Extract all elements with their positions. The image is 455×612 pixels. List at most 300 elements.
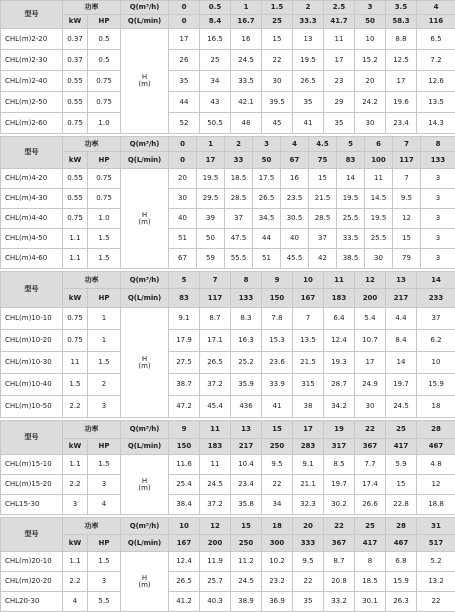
kw-cell: 0.55 <box>63 92 88 113</box>
head-value-cell: 25 <box>200 50 231 71</box>
head-value-cell: 13 <box>293 29 324 50</box>
flow-lmin-value: 0 <box>169 152 197 169</box>
hp-cell: 1.5 <box>88 229 121 249</box>
head-value-cell: 25.5 <box>337 209 365 229</box>
head-value-cell: 30 <box>355 396 386 418</box>
head-value-cell: 7 <box>393 169 421 189</box>
table-row <box>1 396 455 418</box>
head-value-cell: 18.8 <box>417 495 455 515</box>
flow-lmin-value: 150 <box>169 439 200 455</box>
flow-m3h-value: 9 <box>262 272 293 289</box>
hp-cell: 5.5 <box>88 592 121 612</box>
head-value-cell: 37 <box>309 229 337 249</box>
flow-lmin-value: 250 <box>262 439 293 455</box>
kw-cell: 1.5 <box>63 374 88 396</box>
head-value-cell: 19.5 <box>293 50 324 71</box>
hp-header: HP <box>88 152 121 169</box>
model-cell: CHL(m)2-30 <box>1 50 63 71</box>
hp-cell: 1.5 <box>88 352 121 374</box>
flow-lmin-value: 417 <box>386 439 417 455</box>
head-value-cell: 22 <box>262 50 293 71</box>
flow-lmin-value: 0 <box>169 15 200 29</box>
head-value-cell: 24.9 <box>355 374 386 396</box>
flow-m3h-value: 11 <box>200 421 231 439</box>
head-value-cell: 9.5 <box>393 189 421 209</box>
head-value-cell: 8.5 <box>324 455 355 475</box>
performance-table <box>0 517 455 612</box>
head-value-cell: 41.2 <box>169 592 200 612</box>
head-value-cell: 39.5 <box>262 92 293 113</box>
head-label: H <box>121 74 168 81</box>
head-value-cell: 41 <box>262 396 293 418</box>
head-value-cell: 44 <box>253 229 281 249</box>
flow-lmin-value: 133 <box>421 152 455 169</box>
model-cell: CHL(m)2-20 <box>1 29 63 50</box>
head-value-cell: 52 <box>169 113 200 134</box>
kw-cell: 0.37 <box>63 29 88 50</box>
kw-cell: 1.1 <box>63 249 88 269</box>
table-row <box>1 50 455 71</box>
flow-m3h-value: 0 <box>169 1 200 15</box>
hp-cell: 3 <box>88 572 121 592</box>
head-value-cell: 17 <box>355 352 386 374</box>
head-value-cell: 16.5 <box>200 29 231 50</box>
head-value-cell: 37.2 <box>200 495 231 515</box>
head-value-cell: 14.3 <box>417 113 455 134</box>
flow-m3h-value: 12 <box>355 272 386 289</box>
flow-lmin-value: 200 <box>200 535 231 552</box>
head-value-cell: 35 <box>293 92 324 113</box>
flow-lmin-value: 50 <box>355 15 386 29</box>
head-value-cell: 38.5 <box>337 249 365 269</box>
head-value-cell: 34 <box>262 495 293 515</box>
model-cell: CHL(m)4-30 <box>1 189 63 209</box>
head-value-cell: 19.5 <box>365 209 393 229</box>
head-value-cell: 18.5 <box>225 169 253 189</box>
table-row <box>1 308 455 330</box>
flow-m3h-value: 22 <box>355 421 386 439</box>
kw-header: kW <box>63 152 88 169</box>
flow-lmin-value: 17 <box>197 152 225 169</box>
flow-m3h-value: 0 <box>169 137 197 152</box>
kw-cell: 4 <box>63 592 88 612</box>
flow-lmin-value: 75 <box>309 152 337 169</box>
head-value-cell: 27.5 <box>169 352 200 374</box>
flow-lmin-value: 83 <box>169 289 200 308</box>
hp-cell: 1.5 <box>88 552 121 572</box>
head-value-cell: 8.7 <box>200 308 231 330</box>
model-cell: CHL(m)2-60 <box>1 113 63 134</box>
model-cell: CHL(m)4-50 <box>1 229 63 249</box>
head-value-cell: 9.1 <box>169 308 200 330</box>
flow-m3h-value: 2 <box>293 1 324 15</box>
head-value-cell: 25.2 <box>231 352 262 374</box>
kw-cell: 0.55 <box>63 71 88 92</box>
flow-m3h-value: 19 <box>324 421 355 439</box>
head-value-cell: 45.5 <box>281 249 309 269</box>
head-value-cell: 7.8 <box>262 308 293 330</box>
flow-m3h-value: 8 <box>421 137 455 152</box>
hp-cell: 0.75 <box>88 169 121 189</box>
head-value-cell: 34.2 <box>324 396 355 418</box>
head-value-cell: 30 <box>169 189 197 209</box>
flow-m3h-value: 4 <box>417 1 455 15</box>
flow-lmin-value: 283 <box>293 439 324 455</box>
model-cell: CHL(m)4-20 <box>1 169 63 189</box>
head-value-cell: 30 <box>365 249 393 269</box>
power-header: 功率 <box>63 137 121 152</box>
head-value-cell: 28.7 <box>324 374 355 396</box>
kw-cell: 3 <box>63 495 88 515</box>
flow-lmin-value: 50 <box>253 152 281 169</box>
head-value-cell: 23.6 <box>262 352 293 374</box>
kw-cell: 2.2 <box>63 572 88 592</box>
head-value-cell: 11.9 <box>200 552 231 572</box>
head-value-cell: 48 <box>231 113 262 134</box>
head-value-cell: 8 <box>355 552 386 572</box>
head-value-cell: 23.2 <box>262 572 293 592</box>
head-value-cell: 315 <box>293 374 324 396</box>
head-value-cell: 24.5 <box>200 475 231 495</box>
kw-cell: 0.37 <box>63 50 88 71</box>
flow-lmin-value: 167 <box>169 535 200 552</box>
head-value-cell: 12.4 <box>324 330 355 352</box>
head-value-cell: 21.5 <box>309 189 337 209</box>
head-value-cell: 10 <box>355 29 386 50</box>
head-value-cell: 20.8 <box>324 572 355 592</box>
head-value-cell: 17.1 <box>200 330 231 352</box>
model-cell: CHL(m)10-40 <box>1 374 63 396</box>
performance-table <box>0 420 455 515</box>
head-value-cell: 55.5 <box>225 249 253 269</box>
table-row <box>1 552 455 572</box>
head-value-cell: 3 <box>421 229 455 249</box>
head-value-cell: 41 <box>293 113 324 134</box>
flow-m3h-value: 10 <box>169 518 200 535</box>
head-value-cell: 35 <box>324 113 355 134</box>
flow-lmin-value: 417 <box>355 535 386 552</box>
flow-lmin-value: 100 <box>365 152 393 169</box>
head-label: H <box>121 575 168 582</box>
head-value-cell: 50.5 <box>200 113 231 134</box>
head-value-cell: 7 <box>293 308 324 330</box>
head-value-cell: 5.4 <box>355 308 386 330</box>
head-value-cell: 35.9 <box>231 374 262 396</box>
flow-m3h-value: 3 <box>253 137 281 152</box>
head-value-cell: 9.5 <box>262 455 293 475</box>
head-value-cell: 16 <box>231 29 262 50</box>
head-value-cell: 19.5 <box>337 189 365 209</box>
flow-m3h-value: 6 <box>365 137 393 152</box>
kw-cell: 1.1 <box>63 229 88 249</box>
flow-m3h-value: 2 <box>225 137 253 152</box>
table-row <box>1 92 455 113</box>
flow-m3h-value: 28 <box>386 518 417 535</box>
head-value-cell: 8.7 <box>324 552 355 572</box>
head-value-cell: 26.5 <box>200 352 231 374</box>
head-value-cell: 29.5 <box>197 189 225 209</box>
head-value-cell: 18.5 <box>355 572 386 592</box>
flow-lmin-value: 133 <box>231 289 262 308</box>
hp-cell: 1.0 <box>88 113 121 134</box>
flow-m3h-value: 1 <box>197 137 225 152</box>
head-value-cell: 38 <box>293 396 324 418</box>
kw-cell: 0.75 <box>63 330 88 352</box>
head-value-cell: 5.9 <box>386 455 417 475</box>
flow-m3h-value: 4.5 <box>309 137 337 152</box>
flow-lmin-value: 300 <box>262 535 293 552</box>
kw-cell: 0.55 <box>63 169 88 189</box>
flow-m3h-value: 4 <box>281 137 309 152</box>
model-header: 型号 <box>1 518 63 552</box>
head-value-cell: 4.8 <box>417 455 455 475</box>
head-value-cell: 26 <box>169 50 200 71</box>
head-value-cell: 17.9 <box>169 330 200 352</box>
kw-header: kW <box>63 15 88 29</box>
head-value-cell: 9.5 <box>293 552 324 572</box>
head-value-cell: 15.2 <box>355 50 386 71</box>
head-value-cell: 23 <box>324 71 355 92</box>
table-row <box>1 189 455 209</box>
power-header: 功率 <box>63 272 121 289</box>
flow-lmin-value: 33 <box>225 152 253 169</box>
head-unit-label: (m) <box>121 81 168 88</box>
head-unit-cell <box>121 169 169 269</box>
flow-lmin-value: 58.3 <box>386 15 417 29</box>
head-value-cell: 26.5 <box>293 71 324 92</box>
head-value-cell: 35 <box>293 592 324 612</box>
head-value-cell: 51 <box>253 249 281 269</box>
flow-lmin-value: 467 <box>417 439 455 455</box>
kw-header: kW <box>63 535 88 552</box>
flow-lmin-value: 150 <box>262 289 293 308</box>
head-label: H <box>121 212 168 219</box>
power-header: 功率 <box>63 421 121 439</box>
head-unit-label: (m) <box>121 485 168 492</box>
head-value-cell: 24.5 <box>386 396 417 418</box>
kw-header: kW <box>63 439 88 455</box>
head-value-cell: 13.5 <box>293 330 324 352</box>
head-value-cell: 4.4 <box>386 308 417 330</box>
model-cell: CHL(m)15-10 <box>1 455 63 475</box>
hp-cell: 0.5 <box>88 50 121 71</box>
flow-lmin-value: 167 <box>293 289 324 308</box>
table-row <box>1 475 455 495</box>
head-value-cell: 26.5 <box>169 572 200 592</box>
flow-m3h-value: 20 <box>293 518 324 535</box>
head-value-cell: 42.1 <box>231 92 262 113</box>
head-value-cell: 12 <box>393 209 421 229</box>
model-cell: CHL(m)10-30 <box>1 352 63 374</box>
hp-cell: 0.5 <box>88 29 121 50</box>
table-row <box>1 209 455 229</box>
table-row <box>1 229 455 249</box>
hp-header: HP <box>88 289 121 308</box>
head-value-cell: 10.2 <box>262 552 293 572</box>
kw-cell: 2.2 <box>63 396 88 418</box>
flow-lmin-value: 33.3 <box>293 15 324 29</box>
flow-lmin-value: 25 <box>262 15 293 29</box>
head-value-cell: 15 <box>393 229 421 249</box>
table-row <box>1 169 455 189</box>
kw-cell: 1.1 <box>63 552 88 572</box>
head-value-cell: 38.7 <box>169 374 200 396</box>
flow-lmin-value: 233 <box>417 289 455 308</box>
head-unit-cell <box>121 455 169 515</box>
head-value-cell: 14 <box>386 352 417 374</box>
head-value-cell: 19.7 <box>386 374 417 396</box>
flow-m3h-value: 15 <box>262 421 293 439</box>
head-value-cell: 15.3 <box>262 330 293 352</box>
flow-lmin-label: Q(L/min) <box>121 535 169 552</box>
table-row <box>1 374 455 396</box>
hp-cell: 1.5 <box>88 455 121 475</box>
flow-m3h-value: 8 <box>231 272 262 289</box>
model-cell: CHL(m)2-40 <box>1 71 63 92</box>
flow-lmin-value: 41.7 <box>324 15 355 29</box>
hp-cell: 1.5 <box>88 249 121 269</box>
head-value-cell: 11 <box>200 455 231 475</box>
kw-cell: 2.2 <box>63 475 88 495</box>
model-cell: CHL(m)10-50 <box>1 396 63 418</box>
head-value-cell: 19.5 <box>197 169 225 189</box>
head-value-cell: 23.4 <box>386 113 417 134</box>
head-value-cell: 19.3 <box>324 352 355 374</box>
head-value-cell: 38.4 <box>169 495 200 515</box>
head-value-cell: 33.5 <box>231 71 262 92</box>
head-value-cell: 24.5 <box>231 50 262 71</box>
hp-cell: 0.75 <box>88 71 121 92</box>
flow-lmin-value: 16.7 <box>231 15 262 29</box>
head-value-cell: 40.3 <box>200 592 231 612</box>
head-unit-cell <box>121 552 169 612</box>
head-value-cell: 43 <box>200 92 231 113</box>
head-value-cell: 30.2 <box>324 495 355 515</box>
flow-lmin-label: Q(L/min) <box>121 15 169 29</box>
flow-m3h-label: Q(m³/h) <box>121 518 169 535</box>
head-value-cell: 47.5 <box>225 229 253 249</box>
model-cell: CHL(m)4-60 <box>1 249 63 269</box>
flow-lmin-value: 517 <box>417 535 455 552</box>
head-value-cell: 24.2 <box>355 92 386 113</box>
head-value-cell: 7.7 <box>355 455 386 475</box>
flow-m3h-value: 17 <box>293 421 324 439</box>
flow-lmin-value: 250 <box>231 535 262 552</box>
flow-lmin-value: 200 <box>355 289 386 308</box>
head-value-cell: 14.5 <box>365 189 393 209</box>
head-value-cell: 15 <box>262 29 293 50</box>
table-row <box>1 495 455 515</box>
head-value-cell: 39 <box>197 209 225 229</box>
head-value-cell: 17 <box>324 50 355 71</box>
flow-m3h-value: 2.5 <box>324 1 355 15</box>
head-value-cell: 33.5 <box>337 229 365 249</box>
head-label: H <box>121 478 168 485</box>
flow-m3h-value: 13 <box>386 272 417 289</box>
flow-m3h-value: 13 <box>231 421 262 439</box>
head-unit-label: (m) <box>121 363 168 370</box>
head-value-cell: 15 <box>309 169 337 189</box>
head-unit-cell <box>121 29 169 134</box>
hp-header: HP <box>88 535 121 552</box>
head-value-cell: 22 <box>262 475 293 495</box>
head-value-cell: 21.5 <box>293 352 324 374</box>
head-value-cell: 17.4 <box>355 475 386 495</box>
flow-lmin-value: 83 <box>337 152 365 169</box>
head-value-cell: 6.4 <box>324 308 355 330</box>
performance-table <box>0 271 455 418</box>
model-cell: CHL(m)10-20 <box>1 330 63 352</box>
flow-m3h-value: 5 <box>337 137 365 152</box>
flow-lmin-label: Q(L/min) <box>121 289 169 308</box>
head-value-cell: 15 <box>386 475 417 495</box>
head-label: H <box>121 356 168 363</box>
hp-cell: 3 <box>88 396 121 418</box>
head-value-cell: 44 <box>169 92 200 113</box>
head-value-cell: 11 <box>324 29 355 50</box>
model-cell: CHL(m)10-10 <box>1 308 63 330</box>
head-value-cell: 12 <box>417 475 455 495</box>
performance-table <box>0 0 455 134</box>
head-value-cell: 36.9 <box>262 592 293 612</box>
head-value-cell: 11 <box>365 169 393 189</box>
model-cell: CHL(m)2-50 <box>1 92 63 113</box>
flow-m3h-value: 14 <box>417 272 455 289</box>
head-value-cell: 7.2 <box>417 50 455 71</box>
flow-m3h-label: Q(m³/h) <box>121 1 169 15</box>
head-value-cell: 40 <box>169 209 197 229</box>
head-value-cell: 12.4 <box>169 552 200 572</box>
head-value-cell: 11.2 <box>231 552 262 572</box>
head-value-cell: 13.5 <box>417 92 455 113</box>
head-value-cell: 32.3 <box>293 495 324 515</box>
flow-m3h-value: 1 <box>231 1 262 15</box>
head-value-cell: 3 <box>421 189 455 209</box>
head-value-cell: 24.5 <box>231 572 262 592</box>
head-value-cell: 14 <box>337 169 365 189</box>
head-value-cell: 26.5 <box>253 189 281 209</box>
flow-m3h-value: 3 <box>355 1 386 15</box>
kw-cell: 0.75 <box>63 308 88 330</box>
flow-m3h-value: 1.5 <box>262 1 293 15</box>
model-cell: CHL(m)20-10 <box>1 552 63 572</box>
head-value-cell: 23.5 <box>281 189 309 209</box>
flow-lmin-value: 317 <box>324 439 355 455</box>
hp-cell: 2 <box>88 374 121 396</box>
head-value-cell: 37 <box>225 209 253 229</box>
kw-cell: 1.1 <box>63 455 88 475</box>
head-value-cell: 22 <box>417 592 455 612</box>
flow-lmin-value: 117 <box>393 152 421 169</box>
flow-lmin-value: 117 <box>200 289 231 308</box>
head-value-cell: 20 <box>355 71 386 92</box>
table-row <box>1 592 455 612</box>
model-cell: CHL20-30 <box>1 592 63 612</box>
performance-table <box>0 136 455 269</box>
flow-m3h-value: 0.5 <box>200 1 231 15</box>
head-value-cell: 30.5 <box>281 209 309 229</box>
kw-cell: 0.75 <box>63 113 88 134</box>
head-value-cell: 8.3 <box>231 308 262 330</box>
model-header: 型号 <box>1 1 63 29</box>
hp-cell: 1.0 <box>88 209 121 229</box>
head-value-cell: 11.6 <box>169 455 200 475</box>
kw-header: kW <box>63 289 88 308</box>
head-value-cell: 10.7 <box>355 330 386 352</box>
head-value-cell: 9.1 <box>293 455 324 475</box>
head-value-cell: 22.8 <box>386 495 417 515</box>
flow-lmin-value: 67 <box>281 152 309 169</box>
